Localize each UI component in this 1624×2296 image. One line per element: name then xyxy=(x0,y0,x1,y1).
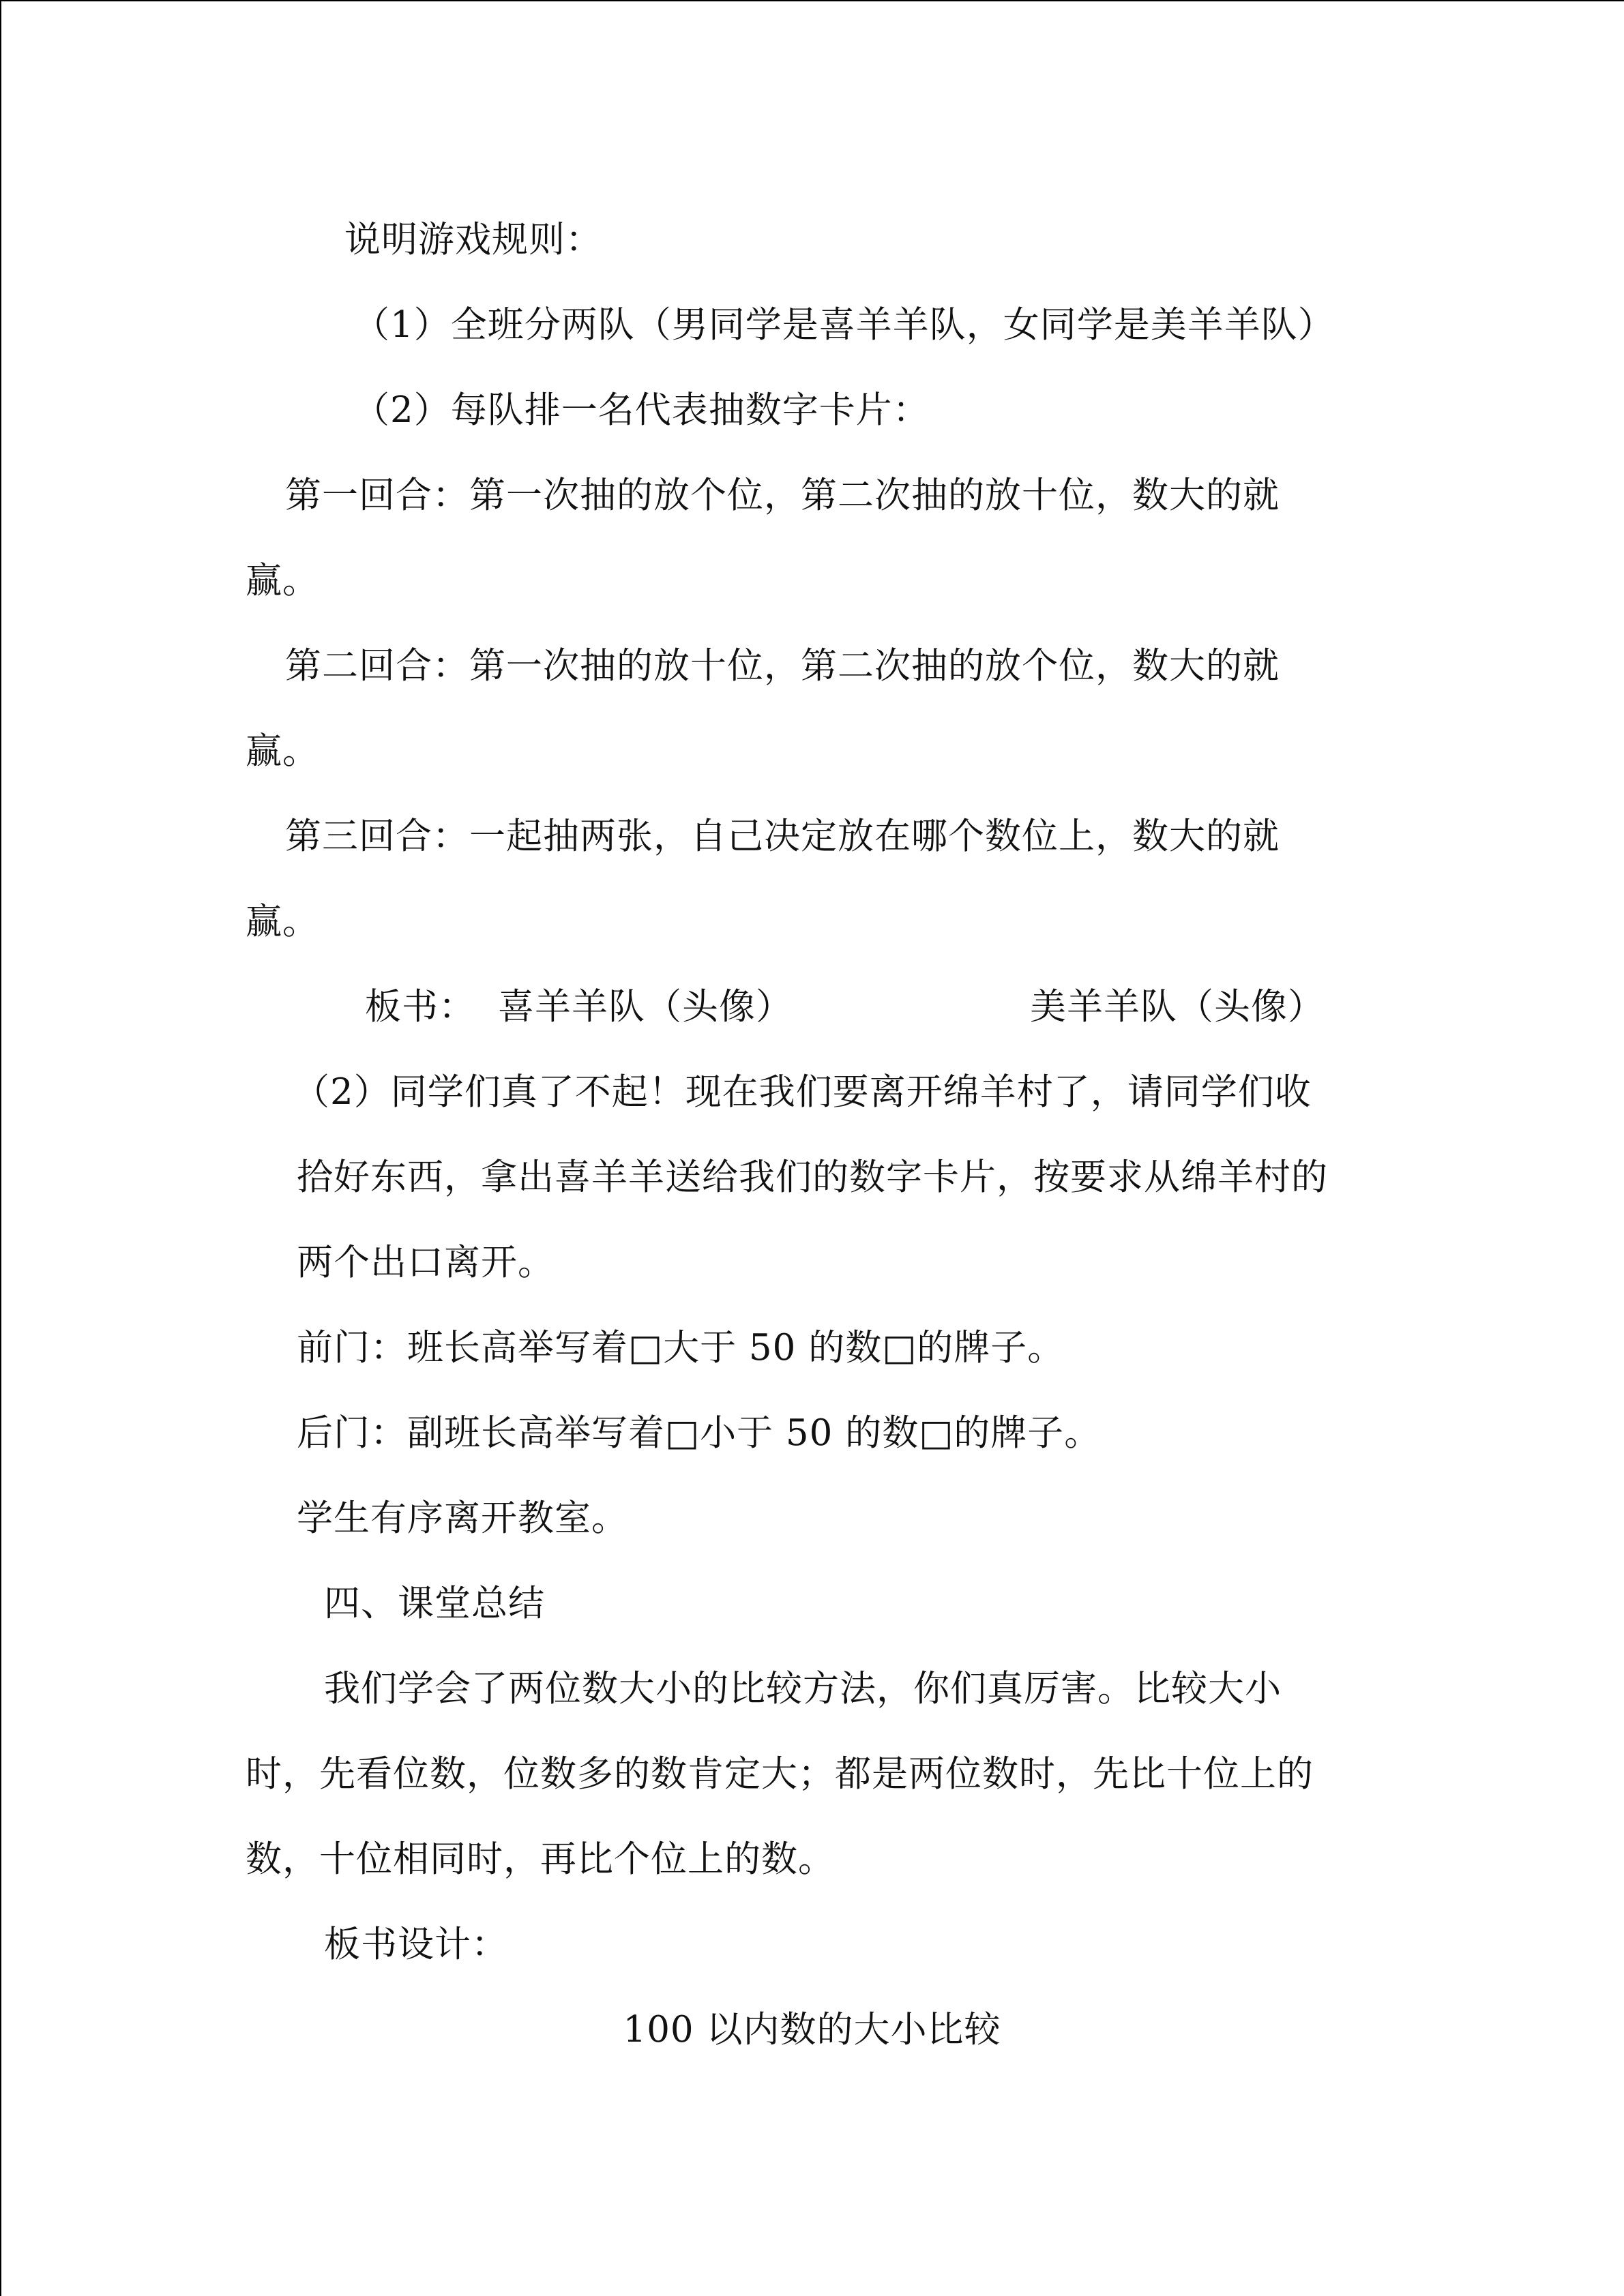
exit-order: 学生有序离开教室。 xyxy=(297,1497,628,1539)
leave-line-3: 两个出口离开。 xyxy=(297,1242,555,1283)
summary-line-1: 我们学会了两位数大小的比较方法，你们真厉害。比较大小 xyxy=(324,1668,1282,1710)
page-left-border xyxy=(0,0,1,2296)
round-2-line-2: 赢。 xyxy=(246,730,319,772)
page-top-border xyxy=(0,0,1624,1)
board-design-title: 100 以内数的大小比较 xyxy=(623,2009,1001,2051)
leave-line-2: 拾好东西，拿出喜羊羊送给我们的数字卡片，按要求从绵羊村的 xyxy=(297,1157,1328,1198)
rule-1: （1）全班分两队（男同学是喜羊羊队，女同学是美羊羊队） xyxy=(353,304,1335,346)
round-1-line-2: 赢。 xyxy=(246,560,319,601)
summary-heading: 四、课堂总结 xyxy=(324,1583,545,1624)
board-design-heading: 板书设计： xyxy=(324,1924,508,1965)
round-2-line-1: 第二回合：第一次抽的放十位，第二次抽的放个位，数大的就 xyxy=(285,645,1280,687)
round-3-line-1: 第三回合：一起抽两张，自己决定放在哪个数位上，数大的就 xyxy=(285,816,1280,857)
team-xiyangyang: 喜羊羊队（头像） xyxy=(498,986,793,1028)
round-3-line-2: 赢。 xyxy=(246,901,319,942)
round-1-line-1: 第一回合：第一次抽的放个位，第二次抽的放十位，数大的就 xyxy=(285,475,1280,516)
summary-line-2: 时，先看位数，位数多的数肯定大；都是两位数时，先比十位上的 xyxy=(246,1753,1314,1795)
team-meiyangyang: 美羊羊队（头像） xyxy=(1030,986,1325,1028)
leave-line-1: （2）同学们真了不起！现在我们要离开绵羊村了，请同学们收 xyxy=(293,1071,1312,1113)
front-door-rule: 前门：班长高举写着□大于 50 的数□的牌子。 xyxy=(297,1327,1065,1369)
board-label: 板书： xyxy=(365,986,475,1028)
back-door-rule: 后门：副班长高举写着□小于 50 的数□的牌子。 xyxy=(297,1412,1102,1454)
summary-line-3: 数，十位相同时，再比个位上的数。 xyxy=(246,1838,835,1880)
rule-2: （2）每队排一名代表抽数字卡片： xyxy=(353,389,930,431)
rules-heading: 说明游戏规则： xyxy=(344,219,602,260)
